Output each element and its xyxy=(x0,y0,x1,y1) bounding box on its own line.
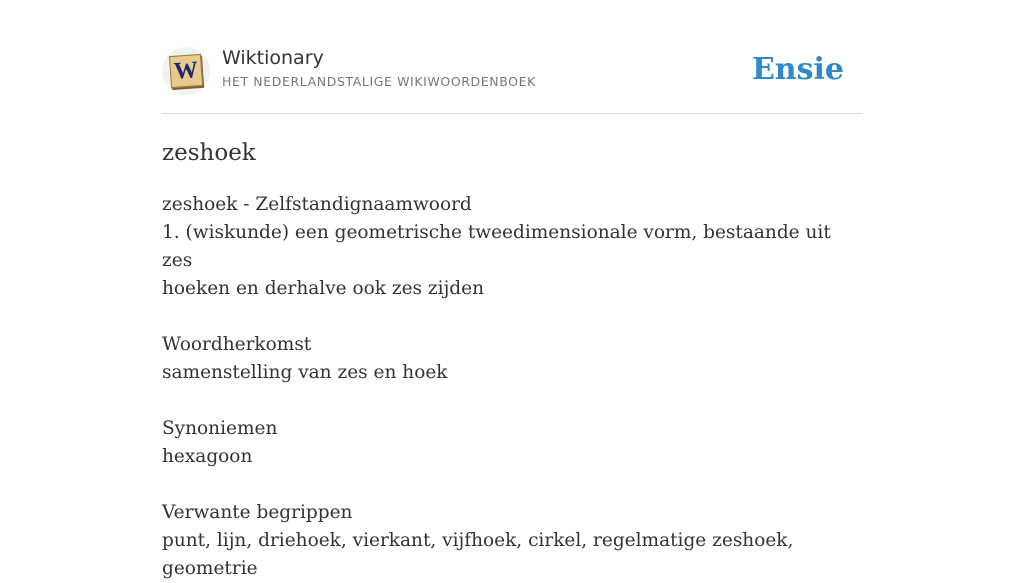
spacer xyxy=(162,471,862,499)
synonyms-text: hexagoon xyxy=(162,446,253,467)
page-title: zeshoek xyxy=(162,140,256,166)
part-of-speech: zeshoek - Zelfstandignaamwoord xyxy=(162,194,472,215)
ensie-brand-link[interactable]: Ensie xyxy=(751,52,844,87)
site-name[interactable]: Wiktionary xyxy=(222,47,324,69)
synonyms-heading: Synoniemen xyxy=(162,418,278,439)
etymology-heading: Woordherkomst xyxy=(162,334,312,355)
entry-body xyxy=(162,191,862,583)
spacer xyxy=(162,387,862,415)
site-header xyxy=(162,0,862,114)
wiktionary-logo-icon[interactable] xyxy=(162,47,210,95)
related-terms-text: punt, lijn, driehoek, vierkant, vijfhoek, cirkel, regelmatige zeshoek, geometrie xyxy=(162,530,794,579)
related-terms-heading: Verwante begrippen xyxy=(162,502,353,523)
spacer xyxy=(162,303,862,331)
definition-line-2: hoeken en derhalve ook zes zijden xyxy=(162,278,485,299)
entry-content xyxy=(162,114,862,583)
logo-letter: W xyxy=(169,54,203,88)
etymology-text: samenstelling van zes en hoek xyxy=(162,362,448,383)
definition-line-1: 1. (wiskunde) een geometrische tweedimensionale vorm, bestaande uit zes xyxy=(162,222,831,271)
site-tagline: HET NEDERLANDSTALIGE WIKIWOORDENBOEK xyxy=(222,74,536,89)
page xyxy=(162,0,862,579)
